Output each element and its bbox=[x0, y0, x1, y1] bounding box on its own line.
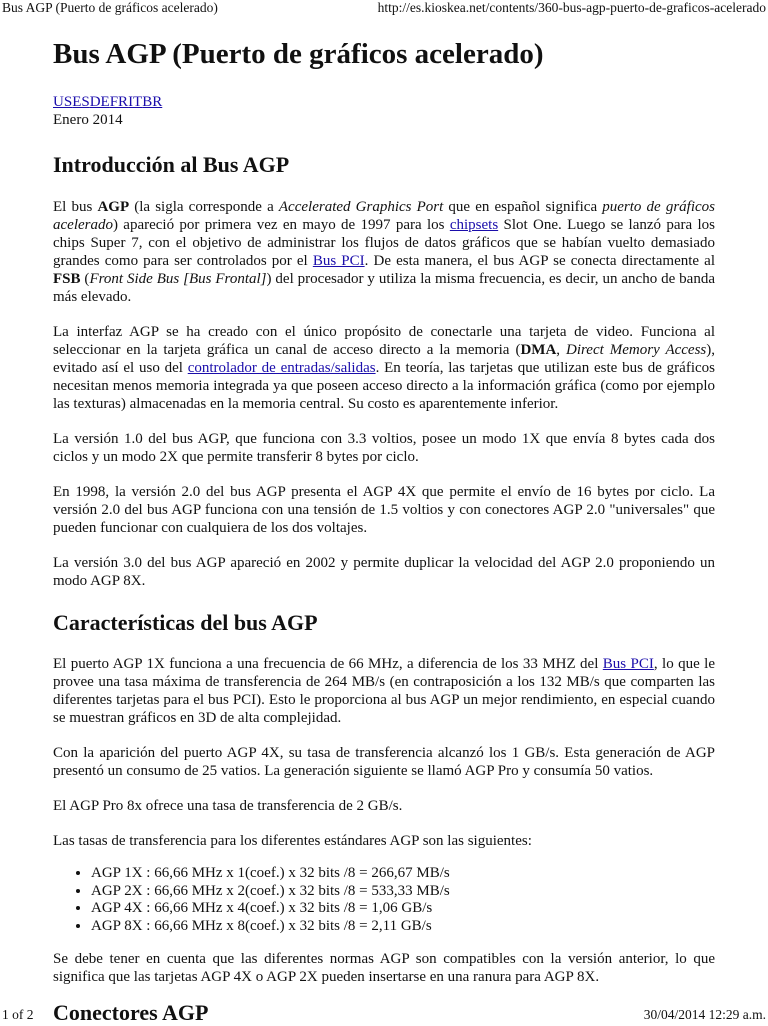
article-body bbox=[53, 36, 715, 986]
section-heading-connectors: Conectores AGP bbox=[53, 1000, 209, 1025]
link-chipsets[interactable]: chipsets bbox=[449, 217, 499, 233]
list-item: • AGP 2X : 66,66 MHz x 2(coef.) x 32 bits /8 = 533,33 MB/s bbox=[91, 883, 715, 901]
section-heading-intro: Introducción al Bus AGP bbox=[53, 152, 290, 177]
link-io-controller[interactable]: controlador de entradas/salidas bbox=[187, 360, 376, 376]
paragraph-char-5: Se debe tener en cuenta que las diferentes normas AGP son compatibles con la versión anterior, lo que significa que las tarjetas AGP 4X o AGP 2X pueden insertarse en una ranura para AGP 8X. bbox=[53, 951, 715, 985]
paragraph-char-4: Las tasas de transferencia para los diferentes estándares AGP son las siguientes: bbox=[53, 833, 532, 849]
paragraph-char-3: El AGP Pro 8x ofrece una tasa de transferencia de 2 GB/s. bbox=[53, 798, 403, 814]
lang-link-de[interactable]: DE bbox=[89, 94, 110, 110]
list-item: • AGP 8X : 66,66 MHz x 8(coef.) x 32 bits /8 = 2,11 GB/s bbox=[91, 918, 715, 936]
print-footer-page: 1 of 2 bbox=[2, 1007, 34, 1022]
section-heading-characteristics: Características del bus AGP bbox=[53, 610, 318, 635]
language-links bbox=[53, 93, 715, 111]
lang-link-br[interactable]: BR bbox=[142, 94, 163, 110]
link-bus-pci-2[interactable]: Bus PCI bbox=[602, 656, 654, 672]
paragraph-char-2: Con la aparición del puerto AGP 4X, su tasa de transferencia alcanzó los 1 GB/s. Esta generación de AGP presentó un consumo de 25 vatios. La generación siguiente se llamó AGP Pro y consumía 50 vatios. bbox=[53, 745, 715, 779]
paragraph-char-1: El puerto AGP 1X funciona a una frecuencia de 66 MHz, a diferencia de los 33 MHZ del Bus PCI, lo que le provee una tasa máxima de transferencia de 264 MB/s (en contraposición a los 132 MB/s que comparten las diferentes tarjetas para el bus PCI). Esto le proporciona al bus AGP un mejor rendimiento, en especial cuando se muestran gráficos en 3D de alta complejidad. bbox=[53, 656, 716, 726]
print-header-url: http://es.kioskea.net/contents/360-bus-agp-puerto-de-graficos-acelerado bbox=[377, 0, 766, 15]
print-header-title: Bus AGP (Puerto de gráficos acelerado) bbox=[2, 0, 218, 15]
paragraph-intro-5: La versión 3.0 del bus AGP apareció en 2002 y permite duplicar la velocidad del AGP 2.0 proponiendo un modo AGP 8X. bbox=[53, 555, 715, 589]
paragraph-intro-4: En 1998, la versión 2.0 del bus AGP presenta el AGP 4X que permite el envío de 16 bytes por ciclo. La versión 2.0 del bus AGP funciona con una tensión de 1.5 voltios y con conectores AGP 2.0 "universales" que pueden funcionar con cualquiera de los dos voltajes. bbox=[53, 484, 715, 536]
article-meta bbox=[53, 93, 715, 129]
link-bus-pci[interactable]: Bus PCI bbox=[312, 253, 365, 269]
article-date: Enero 2014 bbox=[53, 112, 123, 128]
lang-link-es[interactable]: ES bbox=[72, 94, 90, 110]
paragraph-intro-3: La versión 1.0 del bus AGP, que funciona con 3.3 voltios, posee un modo 1X que envía 8 bytes cada dos ciclos y un modo 2X que permite transferir 8 bytes por ciclo. bbox=[53, 431, 715, 465]
list-item: • AGP 1X : 66,66 MHz x 1(coef.) x 32 bits /8 = 266,67 MB/s bbox=[91, 865, 715, 883]
transfer-rate-list bbox=[53, 865, 715, 935]
page-title: Bus AGP (Puerto de gráficos acelerado) bbox=[53, 38, 544, 70]
lang-link-fr[interactable]: FR bbox=[109, 94, 129, 110]
paragraph-intro-1: El bus AGP (la sigla corresponde a Accelerated Graphics Port que en español significa puerto de gráficos acelerado) apareció por primera vez en mayo de 1997 para los chipsets Slot One. Luego se lanzó para los chips Super 7, con el objetivo de administrar los flujos de datos gráficos que se habían vuelto demasiado grandes como para ser controlados por el Bus PCI. De esta manera, el bus AGP se conecta directamente al FSB (Front Side Bus [Bus Frontal]) del procesador y utiliza la misma frecuencia, es decir, un ancho de banda más elevado. bbox=[53, 199, 716, 305]
print-footer-datetime: 30/04/2014 12:29 a.m. bbox=[643, 1007, 766, 1022]
list-item: • AGP 4X : 66,66 MHz x 4(coef.) x 32 bits /8 = 1,06 GB/s bbox=[91, 900, 715, 918]
lang-link-us[interactable]: US bbox=[53, 94, 73, 110]
paragraph-intro-2: La interfaz AGP se ha creado con el único propósito de conectarle una tarjeta de video. Funciona al seleccionar en la tarjeta gráfica un canal de acceso directo a la memoria (DMA, Direct Memory Access), evitado así el uso del controlador de entradas/salidas. En teoría, las tarjetas que utilizan este bus de gráficos necesitan menos memoria integrada ya que poseen acceso directo a la información gráfica (como por ejemplo las texturas) almacenadas en la memoria central. Su costo es aparentemente inferior. bbox=[53, 324, 716, 412]
lang-link-it[interactable]: IT bbox=[128, 94, 143, 110]
